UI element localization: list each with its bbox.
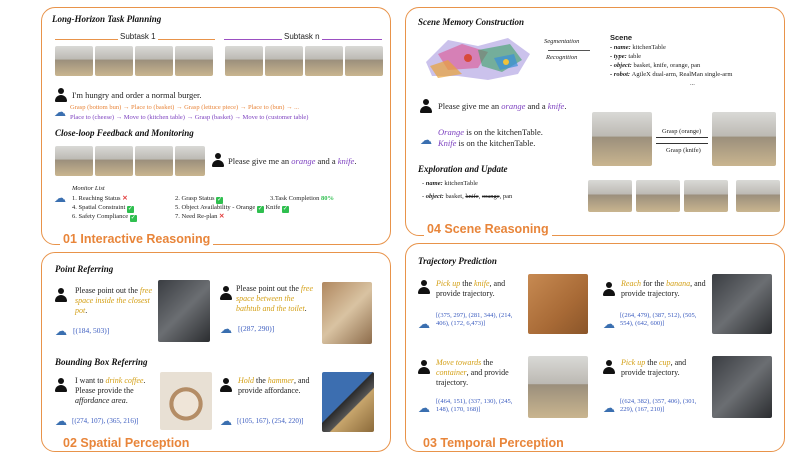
scene-heading: Scene	[610, 33, 633, 42]
traj-answer-2: [(264, 479), (387, 512), (505, 554), (642, 600)]	[620, 312, 697, 327]
cup-stove-photo	[712, 356, 772, 418]
traj-query-4: Pick up the cup, and provide trajectory.	[621, 358, 687, 377]
user-query: I'm hungry and order a normal burger.	[72, 90, 202, 100]
long-horizon-title: Long-Horizon Task Planning	[52, 14, 162, 24]
brain-icon: ☁	[418, 317, 430, 331]
spatial-answer-3: [(274, 107), (365, 216)]	[72, 417, 139, 425]
spatial-answer-2: [(287, 290)]	[238, 324, 275, 333]
scene-memory-title: Scene Memory Construction	[418, 17, 525, 27]
subtask1-frame-1	[55, 46, 93, 76]
brain-icon: ☁	[220, 322, 232, 336]
explore-frame-4	[736, 180, 780, 212]
container-photo	[528, 356, 588, 418]
feedback-frame-4	[175, 146, 205, 176]
brain-icon: ☁	[55, 414, 67, 428]
scene-query: Please give me an orange and a knife.	[438, 101, 567, 111]
grasp-after-photo	[712, 112, 776, 166]
brain-icon: ☁	[603, 317, 615, 331]
monitor-title: Monitor List	[72, 185, 105, 192]
subtask1-frame-4	[175, 46, 213, 76]
coffee-cup-photo	[160, 372, 212, 430]
spatial-query-1: Please point out the free space inside the closest pot.	[75, 286, 153, 315]
pots-photo	[158, 280, 210, 342]
traj-answer-3: [(464, 151), (337, 130), (245, 148), (170, 168)]	[436, 398, 513, 413]
user-icon	[55, 88, 67, 102]
traj-query-1: Pick up the knife, and provide trajectory.	[436, 279, 506, 298]
monitor-item-6: 6. Safety Compliance ✓	[72, 213, 136, 221]
monitor-item-4: 4. Spatial Constraint ✓	[72, 204, 133, 212]
subtaskn-label: Subtask n	[284, 32, 320, 41]
scene-type: - type: table	[610, 53, 642, 60]
spatial-answer-1: [(184, 503)]	[73, 326, 110, 335]
grasp-knife-label: Grasp (knife)	[666, 147, 701, 154]
grasp-arrow-right	[656, 137, 708, 138]
plan-line-1: Grasp (bottom bun) → Place to (basket) → Grasp (lettuce piece) → Place to (bun) → ...	[70, 104, 300, 111]
user-icon	[55, 378, 67, 392]
segmentation-label: Segmentation	[544, 38, 580, 45]
grasp-before-photo	[592, 112, 652, 166]
grasp-arrow-left	[656, 143, 708, 144]
spatial-query-4: Hold the hammer, and provide affordance.	[238, 376, 310, 395]
feedback-title: Close-loop Feedback and Monitoring	[55, 128, 194, 138]
subtask1-frame-3	[135, 46, 173, 76]
monitor-item-3: 3.Task Completion 80%	[270, 195, 335, 202]
explore-frame-2	[636, 180, 680, 212]
grasp-orange-label: Grasp (orange)	[662, 128, 702, 135]
spatial-query-2: Please point out the free space between the bathtub and the toilet.	[236, 284, 314, 313]
brain-icon: ☁	[55, 324, 67, 338]
brain-icon: ☁	[420, 133, 432, 147]
bathroom-photo	[322, 282, 372, 344]
feedback-frame-3	[135, 146, 173, 176]
point-cloud-graphic	[418, 32, 538, 84]
spatial-answer-4: [(105, 167), (254, 220)]	[237, 417, 304, 425]
user-icon	[418, 360, 430, 374]
explore-frame-1	[588, 180, 632, 212]
brain-icon: ☁	[220, 414, 232, 428]
subtask1-label: Subtask 1	[120, 32, 156, 41]
scene-name: - name: kitchenTable	[610, 44, 666, 51]
monitor-item-5: 5. Object Availability - Orange ✓ Knife ✓	[175, 204, 288, 212]
brain-icon: ☁	[418, 401, 430, 415]
scene-answer-2: Knife is on the kitchenTable.	[438, 138, 536, 148]
plan-line-2: Place to (cheese) → Move to (kitchen table) → Grasp (basket) → Move to (customer table)	[70, 114, 309, 121]
banana-photo	[712, 274, 772, 334]
traj-query-2: Reach for the banana, and provide trajectory.	[621, 279, 706, 298]
explore-frame-3	[684, 180, 728, 212]
feedback-frame-1	[55, 146, 93, 176]
explore-object: - object: basket, knife, orange, pan	[422, 193, 513, 200]
brain-icon: ☁	[54, 191, 66, 205]
segmentation-arrow	[548, 50, 590, 51]
trajectory-title: Trajectory Prediction	[418, 256, 497, 266]
point-referring-title: Point Referring	[55, 264, 114, 274]
brain-icon: ☁	[603, 401, 615, 415]
user-icon	[220, 286, 232, 300]
user-icon	[603, 282, 615, 296]
monitor-item-2: 2. Grasp Status ✓	[175, 195, 223, 203]
recognition-label: Recognition	[546, 54, 578, 61]
hammer-photo	[322, 372, 374, 432]
feedback-frame-2	[95, 146, 133, 176]
temporal-perception-title: 03 Temporal Perception	[420, 436, 567, 450]
brain-icon: ☁	[54, 105, 66, 119]
interactive-reasoning-title: 01 Interactive Reasoning	[60, 232, 213, 246]
subtaskn-frame-1	[225, 46, 263, 76]
traj-query-3: Move towards the container, and provide trajectory.	[436, 358, 509, 387]
subtaskn-frame-2	[265, 46, 303, 76]
scene-answer-1: Orange is on the kitchenTable.	[438, 127, 543, 137]
monitor-item-7: 7. Need Re-plan ✕	[175, 213, 225, 220]
scene-object: - object: basket, knife, orange, pan	[610, 62, 701, 69]
user-icon	[220, 378, 232, 392]
monitor-item-1: 1. Reaching Status ✕	[72, 195, 128, 202]
scene-robot: - robot: AgileX dual-arm, RealMan single-arm	[610, 71, 733, 78]
user-icon	[212, 153, 224, 167]
user-icon	[55, 288, 67, 302]
user-icon	[603, 360, 615, 374]
bbox-referring-title: Bounding Box Referring	[55, 357, 148, 367]
user-icon	[418, 280, 430, 294]
spatial-perception-title: 02 Spatial Perception	[60, 436, 192, 450]
subtaskn-frame-4	[345, 46, 383, 76]
explore-name: - name: kitchenTable	[422, 180, 478, 187]
traj-answer-1: [(375, 297), (281, 344), (214, 406), (172, 6,473)]	[436, 312, 513, 327]
feedback-query: Please give me an orange and a knife.	[228, 156, 357, 166]
scene-reasoning-title: 04 Scene Reasoning	[424, 222, 552, 236]
user-icon	[420, 99, 432, 113]
spatial-query-3: I want to drink coffee. Please provide the affordance area.	[75, 376, 146, 405]
scene-ellipsis: ...	[690, 80, 695, 87]
knife-board-photo	[528, 274, 588, 334]
traj-answer-4: [(624, 382), (357, 406), (301, 229), (167, 210)]	[620, 398, 697, 413]
subtask1-frame-2	[95, 46, 133, 76]
exploration-title: Exploration and Update	[418, 164, 508, 174]
subtaskn-frame-3	[305, 46, 343, 76]
